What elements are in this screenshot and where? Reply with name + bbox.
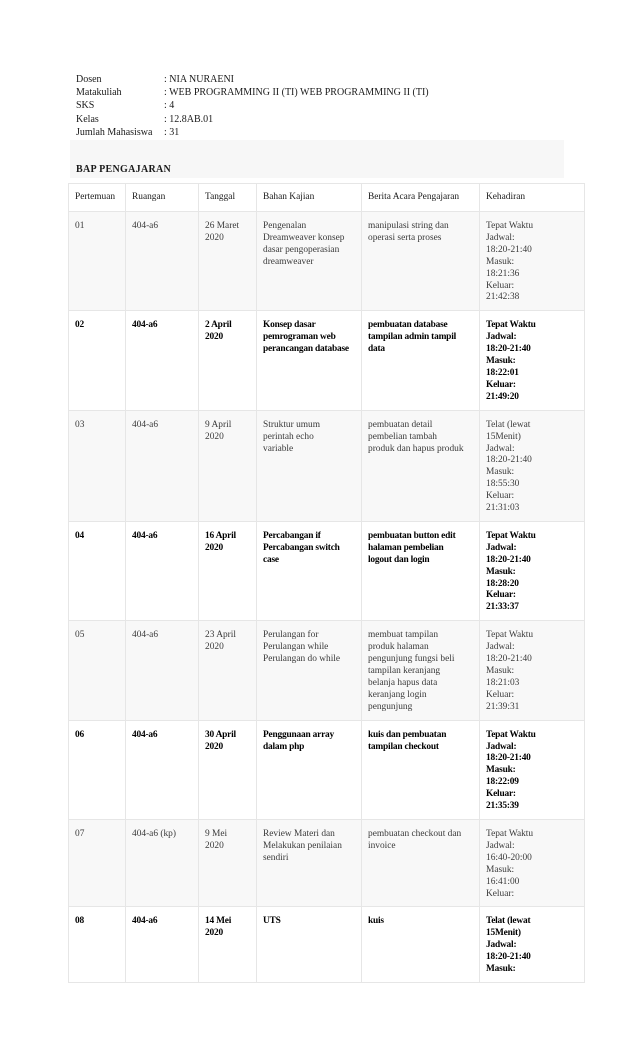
cell-tanggal: 2 April 2020 <box>199 311 257 410</box>
table-row <box>69 720 585 819</box>
cell-berita-acara: pembuatan button edit halaman pembelian logout dan login <box>362 521 480 620</box>
cell-pertemuan: 02 <box>69 311 126 410</box>
cell-bahan-kajian: Review Materi dan Melakukan penilaian sendiri <box>257 819 362 906</box>
cell-pertemuan: 06 <box>69 720 126 819</box>
cell-tanggal: 14 Mei 2020 <box>199 907 257 983</box>
cell-ruangan: 404-a6 <box>126 311 199 410</box>
info-row-matakuliah <box>76 86 429 99</box>
info-label: Kelas <box>76 113 99 125</box>
cell-berita-acara: pembuatan detail pembelian tambah produk dan hapus produk <box>362 410 480 521</box>
header-ruangan: Ruangan <box>126 184 199 212</box>
cell-pertemuan: 04 <box>69 521 126 620</box>
info-value: : 12.8AB.01 <box>164 113 213 126</box>
cell-bahan-kajian: Struktur umum perintah echo variable <box>257 410 362 521</box>
cell-berita-acara: kuis dan pembuatan tampilan checkout <box>362 720 480 819</box>
section-title: BAP PENGAJARAN <box>76 164 172 175</box>
cell-bahan-kajian: Percabangan if Percabangan switch case <box>257 521 362 620</box>
course-info <box>76 73 429 139</box>
table-row <box>69 410 585 521</box>
cell-pertemuan: 01 <box>69 212 126 311</box>
info-row-dosen <box>76 73 429 86</box>
cell-ruangan: 404-a6 (kp) <box>126 819 199 906</box>
cell-berita-acara: kuis <box>362 907 480 983</box>
cell-berita-acara: pembuatan checkout dan invoice <box>362 819 480 906</box>
info-label: Dosen <box>76 74 102 85</box>
cell-ruangan: 404-a6 <box>126 621 199 720</box>
cell-tanggal: 9 April 2020 <box>199 410 257 521</box>
info-value: : WEB PROGRAMMING II (TI) WEB PROGRAMMING II (TI) <box>164 86 429 99</box>
cell-pertemuan: 05 <box>69 621 126 720</box>
header-pertemuan: Pertemuan <box>69 184 126 212</box>
cell-berita-acara: manipulasi string dan operasi serta proses <box>362 212 480 311</box>
cell-kehadiran: Telat (lewat 15Menit) Jadwal: 18:20-21:40 Masuk: <box>480 907 585 983</box>
cell-ruangan: 404-a6 <box>126 521 199 620</box>
cell-bahan-kajian: Pengenalan Dreamweaver konsep dasar pengoperasian dreamweaver <box>257 212 362 311</box>
cell-bahan-kajian: Konsep dasar pemrograman web perancangan database <box>257 311 362 410</box>
cell-kehadiran: Tepat Waktu Jadwal: 18:20-21:40 Masuk: 18:22:01 Keluar: 21:49:20 <box>480 311 585 410</box>
info-value: : 31 <box>164 126 179 139</box>
cell-tanggal: 16 April 2020 <box>199 521 257 620</box>
header-tanggal: Tanggal <box>199 184 257 212</box>
cell-berita-acara: membuat tampilan produk halaman pengunjung fungsi beli tampilan keranjang belanja hapus data keranjang login pengunjung <box>362 621 480 720</box>
cell-berita-acara: pembuatan database tampilan admin tampil data <box>362 311 480 410</box>
cell-tanggal: 26 Maret 2020 <box>199 212 257 311</box>
cell-kehadiran: Tepat Waktu Jadwal: 18:20-21:40 Masuk: 18:21:36 Keluar: 21:42:38 <box>480 212 585 311</box>
table-row <box>69 212 585 311</box>
info-value: : 4 <box>164 99 174 112</box>
cell-ruangan: 404-a6 <box>126 720 199 819</box>
table-row <box>69 521 585 620</box>
table-header-row <box>69 184 585 212</box>
table-row <box>69 819 585 906</box>
table-row <box>69 311 585 410</box>
info-label: Matakuliah <box>76 87 122 99</box>
info-value: : NIA NURAENI <box>164 73 234 86</box>
info-row-kelas <box>76 113 429 126</box>
table-row <box>69 907 585 983</box>
cell-bahan-kajian: Perulangan for Perulangan while Perulangan do while <box>257 621 362 720</box>
cell-kehadiran: Tepat Waktu Jadwal: 18:20-21:40 Masuk: 18:21:03 Keluar: 21:39:31 <box>480 621 585 720</box>
cell-kehadiran: Telat (lewat 15Menit) Jadwal: 18:20-21:40 Masuk: 18:55:30 Keluar: 21:31:03 <box>480 410 585 521</box>
header-berita-acara: Berita Acara Pengajaran <box>362 184 480 212</box>
cell-kehadiran: Tepat Waktu Jadwal: 16:40-20:00 Masuk: 16:41:00 Keluar: <box>480 819 585 906</box>
cell-ruangan: 404-a6 <box>126 410 199 521</box>
header-bahan-kajian: Bahan Kajian <box>257 184 362 212</box>
info-row-sks <box>76 99 429 112</box>
info-label: Jumlah Mahasiswa <box>76 126 153 138</box>
cell-ruangan: 404-a6 <box>126 212 199 311</box>
info-row-jumlah-mahasiswa <box>76 126 429 139</box>
cell-tanggal: 30 April 2020 <box>199 720 257 819</box>
header-kehadiran: Kehadiran <box>480 184 585 212</box>
cell-tanggal: 9 Mei 2020 <box>199 819 257 906</box>
cell-pertemuan: 07 <box>69 819 126 906</box>
bap-table <box>68 183 585 983</box>
cell-kehadiran: Tepat Waktu Jadwal: 18:20-21:40 Masuk: 18:22:09 Keluar: 21:35:39 <box>480 720 585 819</box>
cell-ruangan: 404-a6 <box>126 907 199 983</box>
cell-bahan-kajian: Penggunaan array dalam php <box>257 720 362 819</box>
cell-pertemuan: 08 <box>69 907 126 983</box>
info-label: SKS <box>76 100 95 112</box>
cell-tanggal: 23 April 2020 <box>199 621 257 720</box>
cell-bahan-kajian: UTS <box>257 907 362 983</box>
cell-kehadiran: Tepat Waktu Jadwal: 18:20-21:40 Masuk: 18:28:20 Keluar: 21:33:37 <box>480 521 585 620</box>
table-row <box>69 621 585 720</box>
cell-pertemuan: 03 <box>69 410 126 521</box>
